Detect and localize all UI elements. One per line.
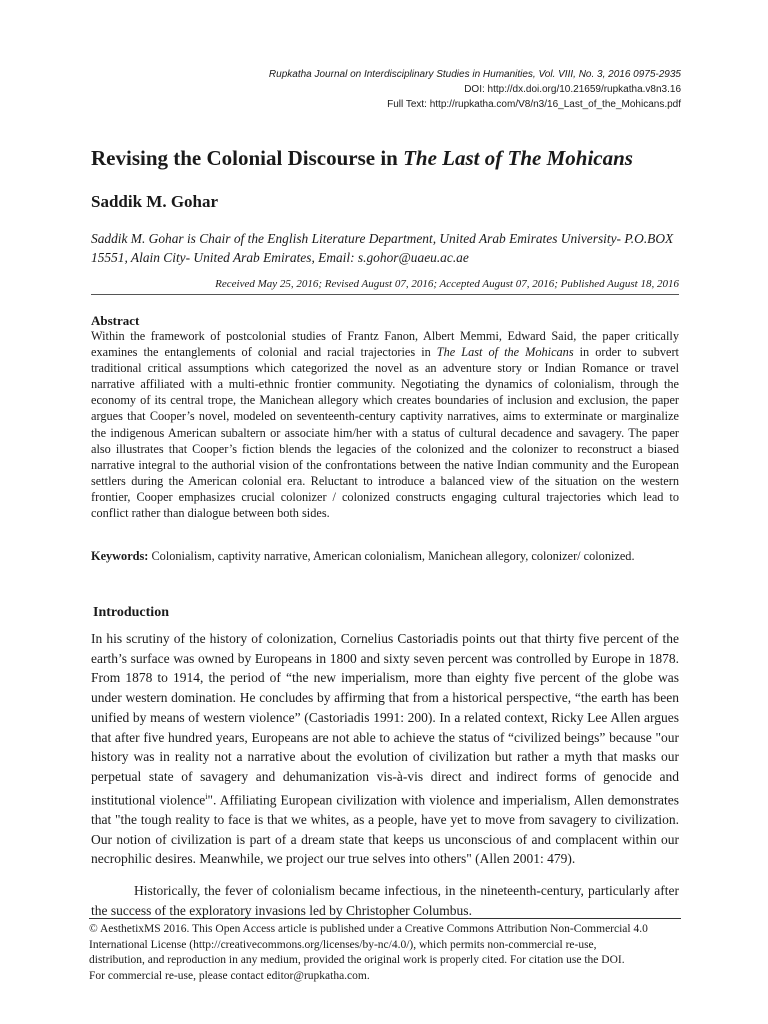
keywords — [91, 548, 679, 564]
abstract-text — [91, 328, 679, 521]
article-title — [91, 146, 691, 171]
endnote-marker[interactable]: i — [205, 791, 208, 801]
journal-citation: Rupkatha Journal on Interdisciplinary Studies in Humanities, Vol. VIII, No. 3, 2016 0975-2935 — [268, 69, 681, 80]
author-affiliation: Saddik M. Gohar is Chair of the English Literature Department, United Arab Emirates University- P.O.BOX 15551, Alain City- United Arab Emirates, Email: s.gohor@uaeu.ac.ae — [91, 231, 674, 265]
title-italic: The Last of The Mohicans — [403, 146, 633, 170]
license-footer — [89, 918, 681, 984]
introduction-heading: Introduction — [93, 605, 169, 620]
abstract-novel-title: The Last of the Mohicans — [436, 345, 574, 360]
abstract-text-part2: in order to subvert traditional critical assumptions which categorized the novel as an adventure story or Indian Romance or travel narrative affiliated with a multi-ethnic frontier community. Negotiating the dynamics of colonialism, through the economy of its central trope, the Manichean allegory which creates boundaries of inclusion and exclusion, the paper argues that Cooper’s novel, modeled on seventeenth-century captivity narratives, aims to exterminate or marginalize the indigenous American subaltern or associate him/her with a status of cultural decadence and savagery. The paper also illustrates that Cooper’s fiction blends the legacies of the colonized and the colonizer to reconstruct a biased narrative integral to the authorial vision of the confrontations between the native Indian community and the European settlers during the American colonial era. Reluctant to introduce a balanced view of the situation on the western frontier, Cooper emphasizes crucial colonizer / colonized constructs engaging cultural trajectories which lead to conflict rather than dialogue between both sides. — [91, 345, 679, 521]
title-text: Revising the Colonial Discourse in — [91, 146, 404, 170]
abstract-text-part1: Within the framework of postcolonial studies of Frantz Fanon, Albert Memmi, Edward Said, the paper critically examines the entanglements of colonial and racial trajectories in — [91, 329, 679, 360]
license-line-4: For commercial re-use, please contact editor@rupkatha.com. — [89, 969, 370, 982]
intro-p1-part2: ". Affiliating European civilization with violence and imperialism, Allen demonstrates that "the tough reality to face is that we whites, as a people, have yet to move from savagery to civilization. Our notion of civilization is part of a dream state that keeps us unconscious of and complacent within our necrophilic desires. Meanwhile, we project our true selves into others" (Allen 2001: 479). — [91, 792, 679, 867]
abstract-heading: Abstract — [91, 313, 140, 328]
introduction-paragraph-1 — [91, 629, 679, 869]
keywords-label: Keywords: — [91, 549, 149, 563]
author-name: Saddik M. Gohar — [91, 192, 219, 211]
introduction-paragraph-2: Historically, the fever of colonialism became infectious, in the nineteenth-century, particularly after the success of the exploratory invasions led by Christopher Columbus. — [91, 883, 679, 918]
publication-dates: Received May 25, 2016; Revised August 07, 2016; Accepted August 07, 2016; Published August 18, 2016 — [91, 278, 679, 295]
license-line-2: International License (http://creativecommons.org/licenses/by-nc/4.0/), which permits non-commercial re-use, — [89, 938, 597, 951]
fulltext-link[interactable]: Full Text: http://rupkatha.com/V8/n3/16_Last_of_the_Mohicans.pdf — [387, 99, 681, 110]
journal-header — [161, 67, 681, 112]
license-line-3: distribution, and reproduction in any medium, provided the original work is properly cited. For citation use the DOI. — [89, 954, 625, 967]
doi-link[interactable]: DOI: http://dx.doi.org/10.21659/rupkatha.v8n3.16 — [464, 84, 681, 95]
license-line-1: © AesthetixMS 2016. This Open Access article is published under a Creative Commons Attribution Non-Commercial 4.0 — [89, 923, 648, 935]
intro-p1-part1: In his scrutiny of the history of colonization, Cornelius Castoriadis points out that thirty five percent of the earth’s surface was owned by Europeans in 1800 and sixty seven percent was controlled by Europe in 1878. From 1878 to 1914, the period of “the new imperialism, more than eighty five percent of the globe was under western domination. He concludes by affirming that from a historical perspective, “the earth has been unified by means of western violence” (Castoriadis 1991: 200). In a related context, Ricky Lee Allen argues that after five hundred years, Europeans are not able to achieve the status of “civilized beings” because "our history was in reality not a narrative about the evolution of civilization but rather a myth that masks our perpetual state of savagery and dehumanization vis-à-vis direct and indirect forms of genocide and institutional violence — [91, 631, 679, 808]
keywords-list: Colonialism, captivity narrative, American colonialism, Manichean allegory, colonizer/ colonized. — [148, 549, 635, 563]
